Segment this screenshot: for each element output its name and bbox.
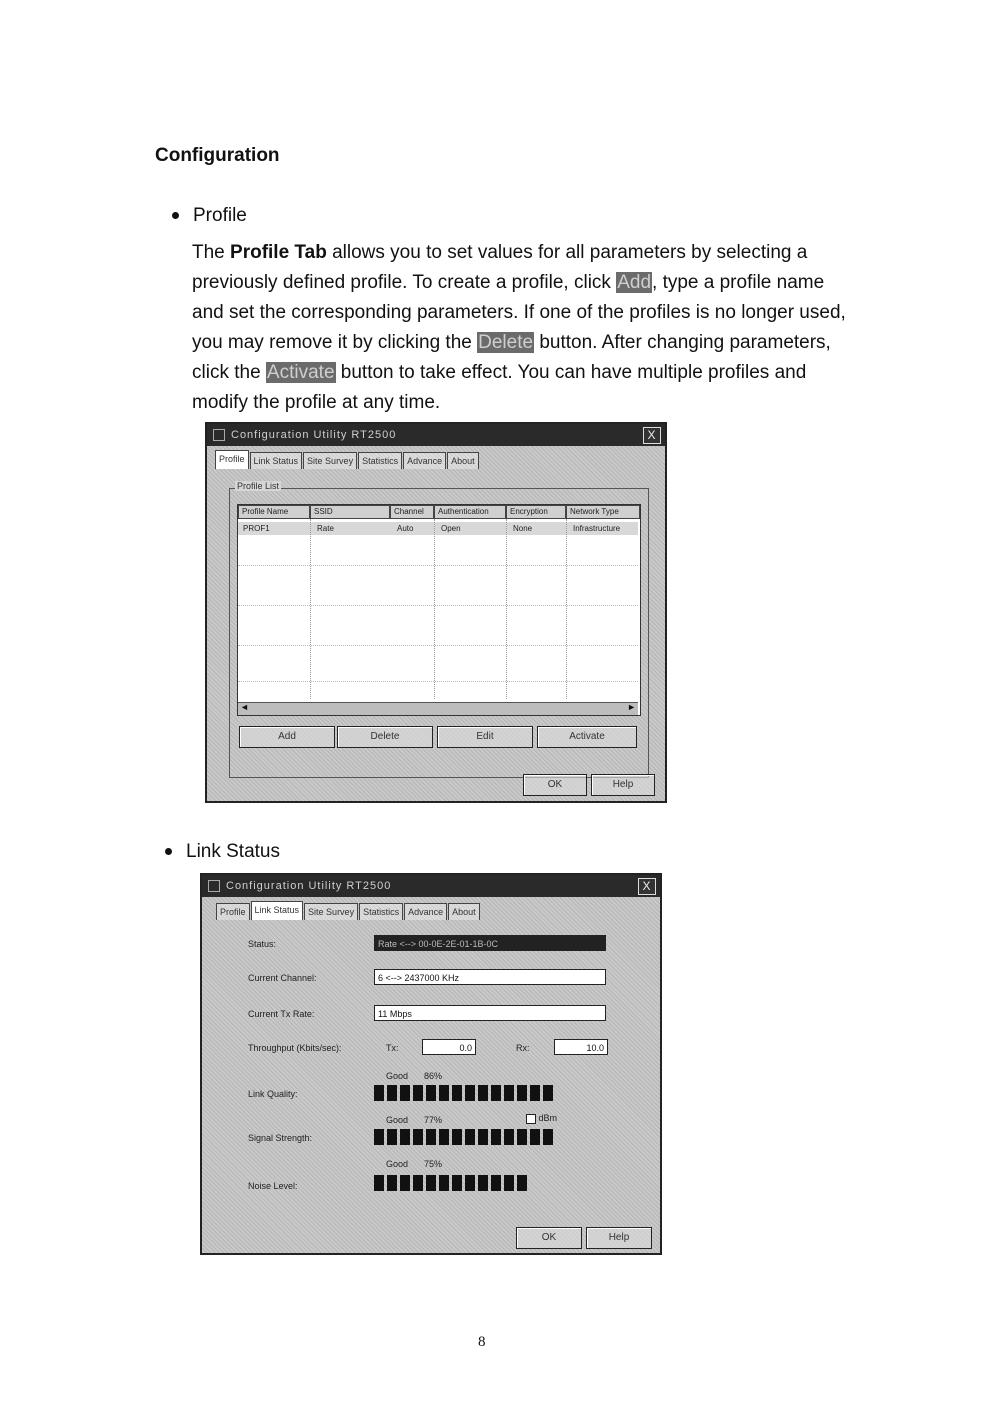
profile-list-table[interactable] [237,504,641,716]
highlight-add: Add [617,272,652,293]
tab-link-status[interactable]: Link Status [251,901,304,920]
bullet-link-status [165,841,280,863]
tx-label: Tx: [386,1043,399,1053]
rx-label: Rx: [516,1043,530,1053]
highlight-activate: Activate [266,362,335,383]
page-number: 8 [478,1334,486,1350]
channel-label: Current Channel: [248,973,317,983]
tab-link-status[interactable]: Link Status [250,452,303,469]
signal-status-text: Good [386,1115,409,1125]
activate-button[interactable]: Activate [537,726,637,748]
status-value: Rate <--> 00-0E-2E-01-1B-0C [374,935,606,951]
tab-advance[interactable]: Advance [404,903,447,920]
tab-bar [216,903,481,921]
tab-advance[interactable]: Advance [403,452,446,469]
signal-percent-text: 77% [424,1115,443,1125]
help-button[interactable]: Help [591,774,655,796]
link-quality-label: Link Quality: [248,1089,298,1099]
cell-encryption: None [513,524,533,533]
cell-profile-name: PROF1 [243,524,270,533]
close-icon[interactable]: X [638,878,656,895]
grid-line [566,519,567,699]
app-icon [213,429,225,441]
scroll-right-icon[interactable]: ► [627,702,636,712]
help-button[interactable]: Help [586,1227,652,1249]
tab-bar [215,452,480,470]
tx-value: 0.0 [422,1039,476,1055]
noise-percent-text: 75% [424,1159,443,1169]
bullet-profile-label: Profile [193,205,247,226]
noise-level-bar [374,1175,530,1191]
tab-statistics[interactable]: Statistics [358,452,402,469]
para-text: button. After changing parameters, click the [192,332,831,383]
column-header[interactable]: Authentication [434,505,506,519]
cell-ssid: Rate [317,524,334,533]
profile-paragraph [192,238,852,418]
tab-about[interactable]: About [448,903,480,920]
column-header[interactable]: Channel [390,505,434,519]
profile-list-label: Profile List [237,481,280,491]
para-text: button to take effect. You can have multiple profiles and modify the profile at any time. [192,362,807,413]
profile-dialog-screenshot [205,422,667,803]
horizontal-scrollbar[interactable] [238,702,638,715]
cell-channel: Auto [397,524,414,533]
bullet-link-status-label: Link Status [186,841,280,862]
tx-rate-label: Current Tx Rate: [248,1009,315,1019]
quality-status-text: Good [386,1071,409,1081]
table-row[interactable] [238,522,638,535]
column-header[interactable]: Encryption [506,505,566,519]
noise-status-text: Good [386,1159,409,1169]
edit-button[interactable]: Edit [437,726,533,748]
dialog-title: Configuration Utility RT2500 [231,429,397,441]
tab-about[interactable]: About [447,452,479,469]
scroll-left-icon[interactable]: ◄ [240,702,249,712]
quality-percent-text: 86% [424,1071,443,1081]
para-bold-profile-tab: Profile Tab [230,242,327,263]
grid-line [238,645,638,646]
ok-button[interactable]: OK [516,1227,582,1249]
para-text: The [192,242,231,263]
column-header[interactable]: SSID [310,505,390,519]
app-icon [208,880,220,892]
tab-profile[interactable]: Profile [216,903,250,920]
para-text: allows you to set values for all parameters by selecting a previously defined profile. To create a profile, click [192,242,808,293]
delete-button[interactable]: Delete [337,726,433,748]
column-header[interactable]: Profile Name [238,505,310,519]
status-label: Status: [248,939,277,949]
section-heading: Configuration [155,145,280,166]
checkbox-icon[interactable] [526,1114,536,1124]
close-icon[interactable]: X [643,427,661,444]
noise-level-label: Noise Level: [248,1181,298,1191]
signal-strength-label: Signal Strength: [248,1133,313,1143]
cell-network-type: Infrastructure [573,524,621,533]
throughput-label: Throughput (Kbits/sec): [248,1043,342,1053]
tab-site-survey[interactable]: Site Survey [303,452,357,469]
tab-statistics[interactable]: Statistics [359,903,403,920]
grid-line [238,681,638,682]
rx-value: 10.0 [554,1039,608,1055]
dialog-titlebar [202,875,660,897]
column-header[interactable]: Network Type [566,505,640,519]
link-status-dialog-screenshot [200,873,662,1255]
grid-line [434,519,435,699]
add-button[interactable]: Add [239,726,335,748]
highlight-delete: Delete [478,332,534,353]
dialog-titlebar [207,424,665,446]
signal-strength-bar [374,1129,556,1145]
dbm-label: dBm [538,1113,558,1123]
channel-value: 6 <--> 2437000 KHz [374,969,606,985]
dbm-checkbox[interactable] [526,1113,557,1124]
grid-line [506,519,507,699]
bullet-profile [172,205,247,227]
grid-line [310,519,311,699]
grid-line [238,605,638,606]
para-text: , type a profile name and set the corresponding parameters. If one of the profiles is no longer used, you may remove it by clicking the [192,272,846,353]
dialog-title: Configuration Utility RT2500 [226,880,392,892]
link-quality-bar [374,1085,556,1101]
grid-line [238,565,638,566]
ok-button[interactable]: OK [523,774,587,796]
tab-profile[interactable]: Profile [215,450,249,469]
tab-site-survey[interactable]: Site Survey [304,903,358,920]
bullet-dot [172,212,179,219]
bullet-dot [165,848,172,855]
cell-authentication: Open [441,524,461,533]
tx-rate-value: 11 Mbps [374,1005,606,1021]
